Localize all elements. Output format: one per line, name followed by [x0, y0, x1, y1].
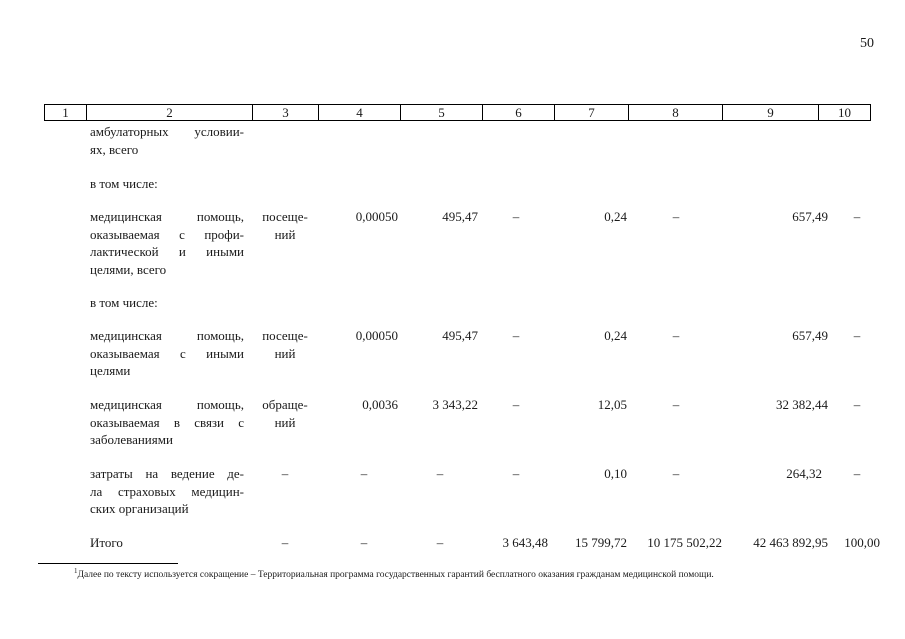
desc-line: целями, всего	[90, 261, 167, 277]
row-total-c9: 42 463 892,95	[753, 535, 828, 550]
row-other-desc	[90, 327, 244, 380]
desc-line: медицинская помощь,	[90, 397, 244, 412]
row-total-c4: –	[360, 535, 368, 550]
header-col-6: 6	[483, 105, 555, 121]
row-other-c4: 0,00050	[355, 328, 398, 343]
row-disease-unit	[254, 396, 316, 431]
desc-line: ских организаций	[90, 501, 189, 516]
row-disease-c10: –	[853, 397, 861, 412]
row-insurance-unit: –	[281, 466, 289, 481]
row-total-c8: 10 175 502,22	[647, 535, 722, 550]
desc-line: амбулаторных условии-	[90, 124, 244, 139]
unit-line: посеще-	[262, 209, 308, 224]
header-col-7: 7	[555, 105, 629, 121]
row-prophylactic-c8: –	[672, 209, 680, 224]
desc-line: лактической и иными	[90, 244, 244, 259]
row-insurance-c10: –	[853, 466, 861, 481]
header-col-9: 9	[723, 105, 819, 121]
desc-line: оказываемая с профи-	[90, 226, 244, 242]
row-total-unit: –	[281, 535, 289, 550]
desc-line: медицинская помощь,	[90, 209, 244, 224]
desc-line: оказываемая с иными	[90, 345, 244, 361]
header-col-10: 10	[819, 105, 871, 121]
row-other-unit	[254, 327, 316, 362]
desc-line: оказываемая в связи с	[90, 414, 244, 430]
row-insurance-c8: –	[672, 466, 680, 481]
row-total-c5: –	[436, 535, 444, 550]
header-col-5: 5	[401, 105, 483, 121]
row-prophylactic-c5: 495,47	[442, 209, 478, 224]
footnote-text: Далее по тексту используется сокращение – Территориальная программа государственных гарантий бесплатного оказания гражданам медицинской помощи.	[77, 570, 714, 581]
row-total-desc: Итого	[90, 535, 123, 550]
row-insurance-c6: –	[512, 466, 520, 481]
row-incl1-desc: в том числе:	[90, 176, 158, 191]
header-col-1: 1	[45, 105, 87, 121]
row-disease-c6: –	[512, 397, 520, 412]
row-other-c6: –	[512, 328, 520, 343]
row-insurance-desc	[90, 465, 244, 518]
row-prophylactic-c9: 657,49	[792, 209, 828, 224]
row-total-c7: 15 799,72	[575, 535, 627, 550]
row-disease-c8: –	[672, 397, 680, 412]
header-col-3: 3	[253, 105, 319, 121]
header-col-2: 2	[87, 105, 253, 121]
desc-line: ях, всего	[90, 141, 139, 157]
header-col-8: 8	[629, 105, 723, 121]
row-disease-c9: 32 382,44	[776, 397, 828, 412]
desc-line: медицинская помощь,	[90, 328, 244, 343]
footnote-mark: 1	[74, 567, 78, 575]
desc-line: заболеваниями	[90, 432, 173, 447]
desc-line: ла страховых медицин-	[90, 483, 244, 499]
unit-line: ний	[274, 414, 296, 430]
row-disease-c4: 0,0036	[362, 397, 398, 412]
row-prophylactic-c6: –	[512, 209, 520, 224]
row-disease-c7: 12,05	[597, 397, 627, 412]
unit-line: посеще-	[262, 328, 308, 343]
row-prophylactic-c7: 0,24	[604, 209, 627, 224]
row-other-c8: –	[672, 328, 680, 343]
row-prophylactic-unit	[254, 208, 316, 243]
row-insurance-c9: 264,32	[786, 466, 822, 481]
unit-line: обраще-	[262, 397, 308, 412]
row-disease-desc	[90, 396, 244, 449]
row-other-c7: 0,24	[604, 328, 627, 343]
row-insurance-c4: –	[360, 466, 368, 481]
row-total-c6: 3 643,48	[502, 535, 548, 550]
row-prophylactic-c10: –	[853, 209, 861, 224]
desc-line: целями	[90, 363, 131, 378]
row-total-c10: 100,00	[844, 535, 880, 550]
row-prophylactic-desc	[90, 208, 244, 278]
row-other-c9: 657,49	[792, 328, 828, 343]
footnote-divider	[38, 563, 178, 564]
desc-line: затраты на ведение де-	[90, 466, 244, 481]
row-ambulatory-desc	[90, 123, 244, 158]
row-other-c10: –	[853, 328, 861, 343]
unit-line: ний	[274, 345, 296, 361]
row-incl2-desc: в том числе:	[90, 295, 158, 310]
unit-line: ний	[274, 226, 296, 242]
footnote	[74, 567, 714, 580]
row-other-c5: 495,47	[442, 328, 478, 343]
row-insurance-c7: 0,10	[604, 466, 627, 481]
row-prophylactic-c4: 0,00050	[355, 209, 398, 224]
page-number: 50	[860, 36, 874, 51]
row-disease-c5: 3 343,22	[432, 397, 478, 412]
row-insurance-c5: –	[436, 466, 444, 481]
header-col-4: 4	[319, 105, 401, 121]
